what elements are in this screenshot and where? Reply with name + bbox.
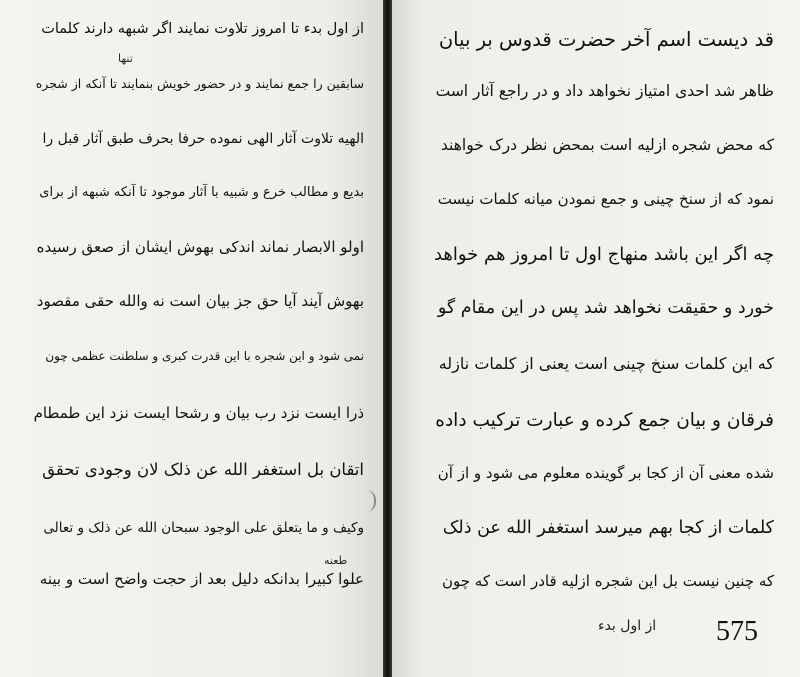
right-page-line: فرقان و بیان جمع کرده و عبارت ترکیب داده xyxy=(435,410,774,431)
left-page-line: وکیف و ما یتعلق علی الوجود سبحان الله عن ذلک و تعالی xyxy=(43,520,364,536)
left-page-line: از اول بدء تا امروز تلاوت نمایند اگر شبهه دارند کلمات xyxy=(41,21,364,37)
left-page-text xyxy=(0,0,383,677)
right-page-line: شده معنی آن از کجا بر گوینده معلوم می شود و از آن xyxy=(437,464,774,482)
right-page-text xyxy=(392,0,800,677)
right-page-line: قد دیست اسم آخر حضرت قدوس بر بیان xyxy=(438,28,774,51)
left-page-line: ذرا ایست نزد رب بیان و رشحا ایست نزد این طمطام xyxy=(33,404,364,422)
right-page-line: کلمات از کجا بهم میرسد استغفر الله عن ذلک xyxy=(442,518,774,538)
book-gutter xyxy=(383,0,392,677)
left-gloss-2: طعنه xyxy=(324,554,348,567)
page-number: 575 xyxy=(716,616,758,647)
right-page-line: خورد و حقیقت نخواهد شد پس در این مقام گو xyxy=(437,298,774,318)
left-page-line: بدیع و مطالب خرع و شبیه با آثار موجود تا آنکه شبهه از برای xyxy=(39,185,364,200)
left-page-line: الهیه تلاوت آثار الهی نموده حرفا بحرف طبق آثار قبل را xyxy=(42,131,364,147)
left-page-line: علوا کبیرا بدانکه دلیل بعد از حجت واضح است و بینه xyxy=(39,570,364,588)
right-page-line: ظاهر شد احدی امتیاز نخواهد داد و در راجع آثار است xyxy=(435,82,774,100)
right-page-line: چه اگر این باشد منهاج اول تا امروز هم خواهد xyxy=(433,244,774,265)
right-page-line: که این کلمات سنخ چینی است یعنی از کلمات نازله xyxy=(438,354,774,373)
catchword: از اول بدء xyxy=(598,618,657,634)
left-page-line: بهوش آیند آیا حق جز بیان است نه والله حقی مقصود xyxy=(36,292,364,310)
right-page xyxy=(392,0,800,677)
right-page-line: نمود که از سنخ چینی و جمع نمودن میانه کلمات نیست xyxy=(437,190,774,208)
left-page-line: سابقین را جمع نمایند و در حضور خویش بنمایند تا آنکه از شجره xyxy=(35,76,364,91)
right-page-line: که محض شجره ازلیه است بمحض نظر درک خواهند xyxy=(440,136,774,154)
right-page-line: که چنین نیست بل این شجره ازلیه قادر است که چون xyxy=(442,572,774,590)
left-gloss-1: تنها xyxy=(118,52,133,65)
left-page-line: اولو الابصار نماند اندکی بهوش ایشان از صعق رسیده xyxy=(36,238,364,256)
left-page-line: اتقان بل استغفر الله عن ذلک لان وجودی تحقق xyxy=(42,460,364,479)
left-page xyxy=(0,0,383,677)
left-page-line: نمی شود و این شجره با این قدرت کبری و سلطنت عظمی چون xyxy=(45,349,364,363)
